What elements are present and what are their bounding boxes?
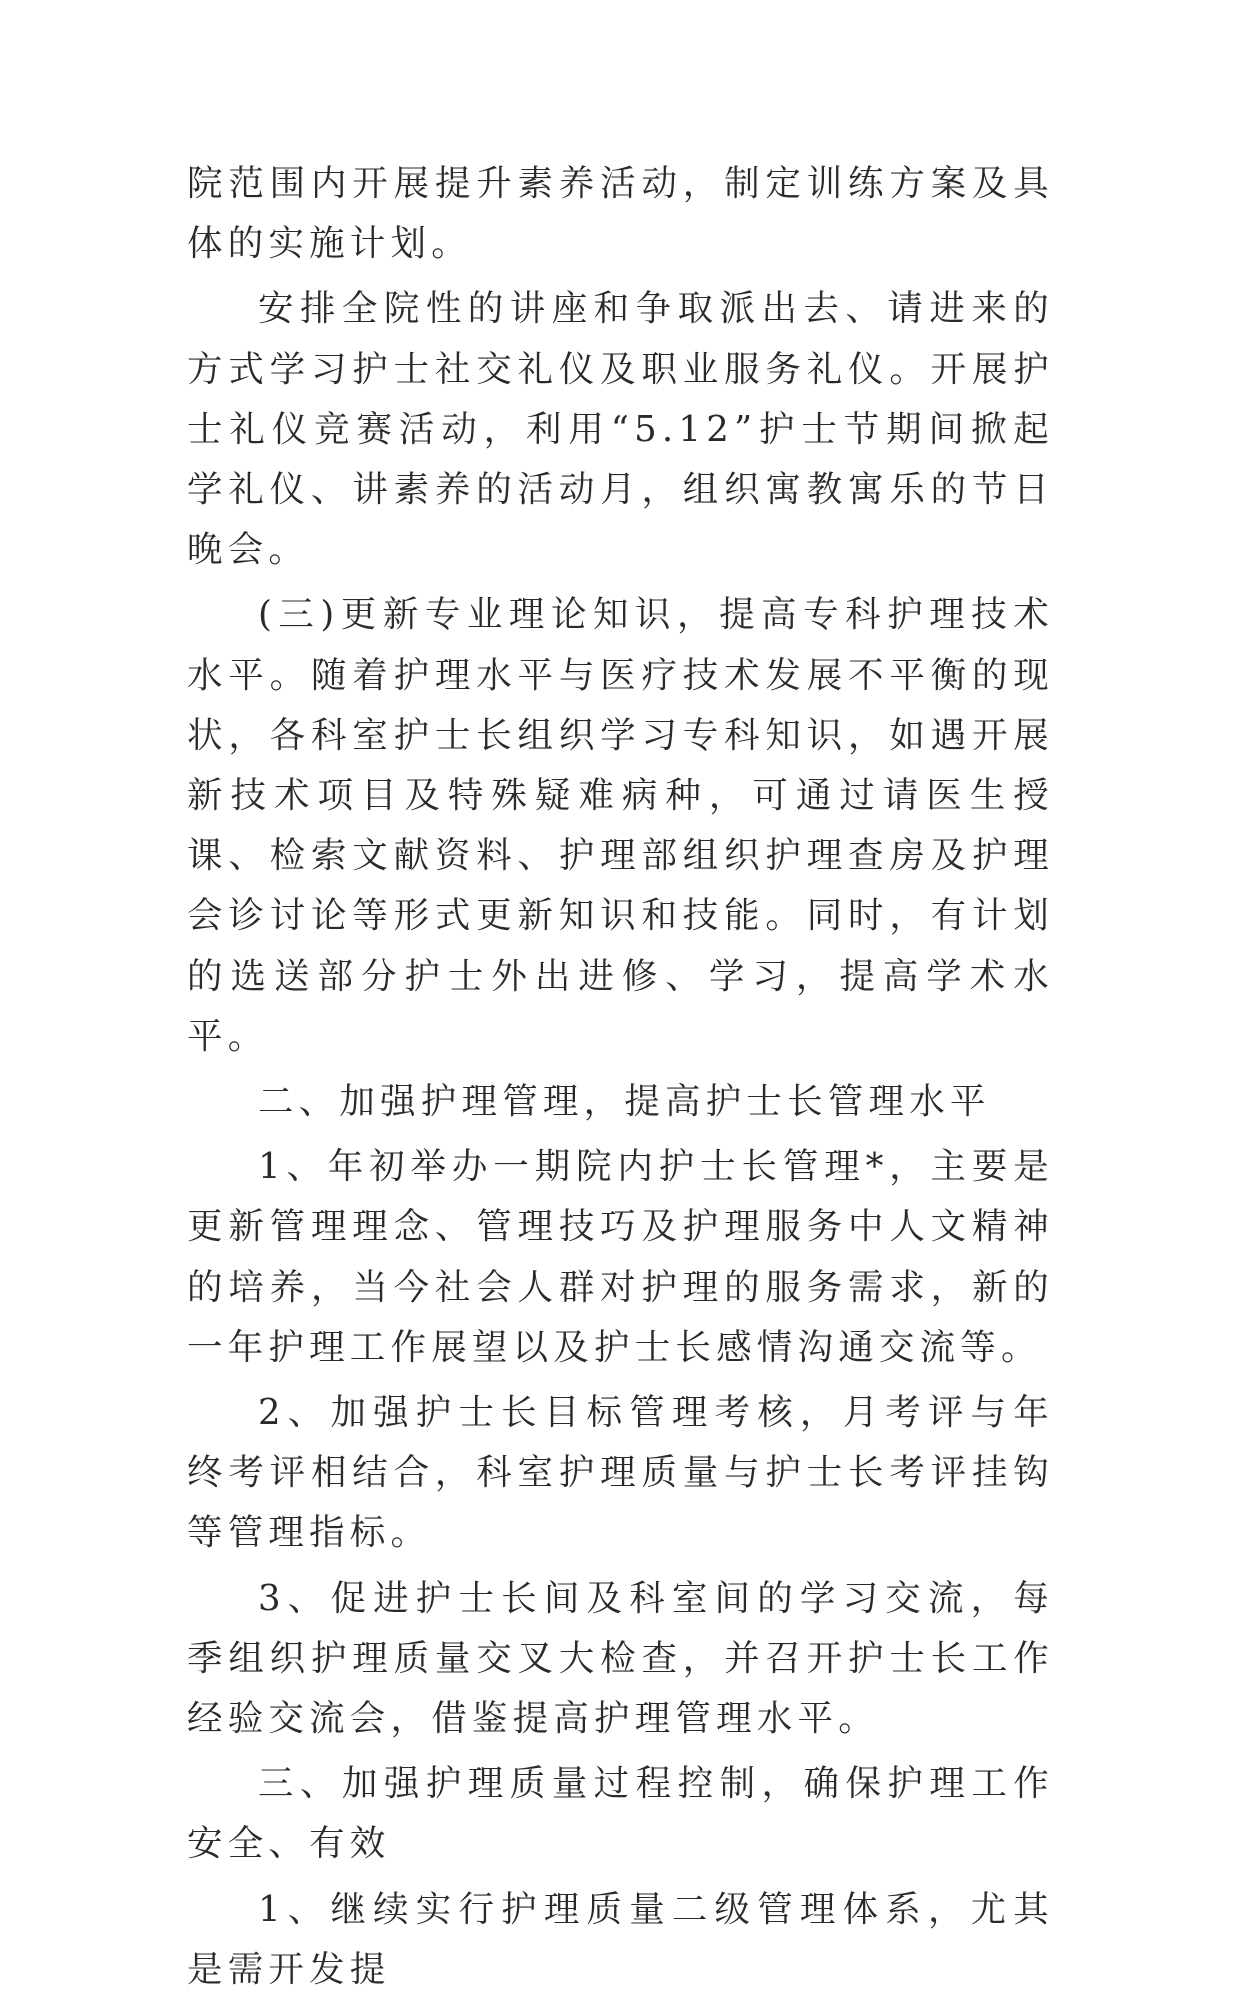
document-body [187, 154, 1054, 2000]
paragraph-item-1-quality-system: 1、继续实行护理质量二级管理体系，尤其是需开发提 [187, 1888, 1054, 1990]
section-heading-quality-control: 三、加强护理质量过程控制，确保护理工作安全、有效 [187, 1763, 1054, 1865]
paragraph-continuation: 院范围内开展提升素养活动，制定训练方案及具体的实施计划。 [187, 163, 1054, 265]
paragraph-item-2-assessment: 2、加强护士长目标管理考核，月考评与年终考评相结合，科室护理质量与护士长考评挂钩等管理指标。 [187, 1392, 1054, 1554]
paragraph-etiquette-training: 安排全院性的讲座和争取派出去、请进来的方式学习护士社交礼仪及职业服务礼仪。开展护士礼仪竞赛活动，利用“5.12”护士节期间掀起学礼仪、讲素养的活动月，组织寓教寓乐的节日晚会。 [187, 288, 1054, 571]
paragraph-item-1-training: 1、年初举办一期院内护士长管理*，主要是更新管理理念、管理技巧及护理服务中人文精神的培养，当今社会人群对护理的服务需求，新的一年护理工作展望以及护士长感情沟通交流等。 [187, 1146, 1054, 1368]
paragraph-professional-knowledge: (三)更新专业理论知识，提高专科护理技术水平。随着护理水平与医疗技术发展不平衡的现状，各科室护士长组织学习专科知识，如遇开展新技术项目及特殊疑难病种，可通过请医生授课、检索文献资料、护理部组织护理查房及护理会诊讨论等形式更新知识和技能。同时，有计划的选送部分护士外出进修、学习，提高学术水平。 [187, 594, 1054, 1057]
paragraph-item-3-exchange: 3、促进护士长间及科室间的学习交流，每季组织护理质量交叉大检查，并召开护士长工作经验交流会，借鉴提高护理管理水平。 [187, 1577, 1054, 1740]
section-heading-management: 二、加强护理管理，提高护士长管理水平 [258, 1081, 991, 1123]
